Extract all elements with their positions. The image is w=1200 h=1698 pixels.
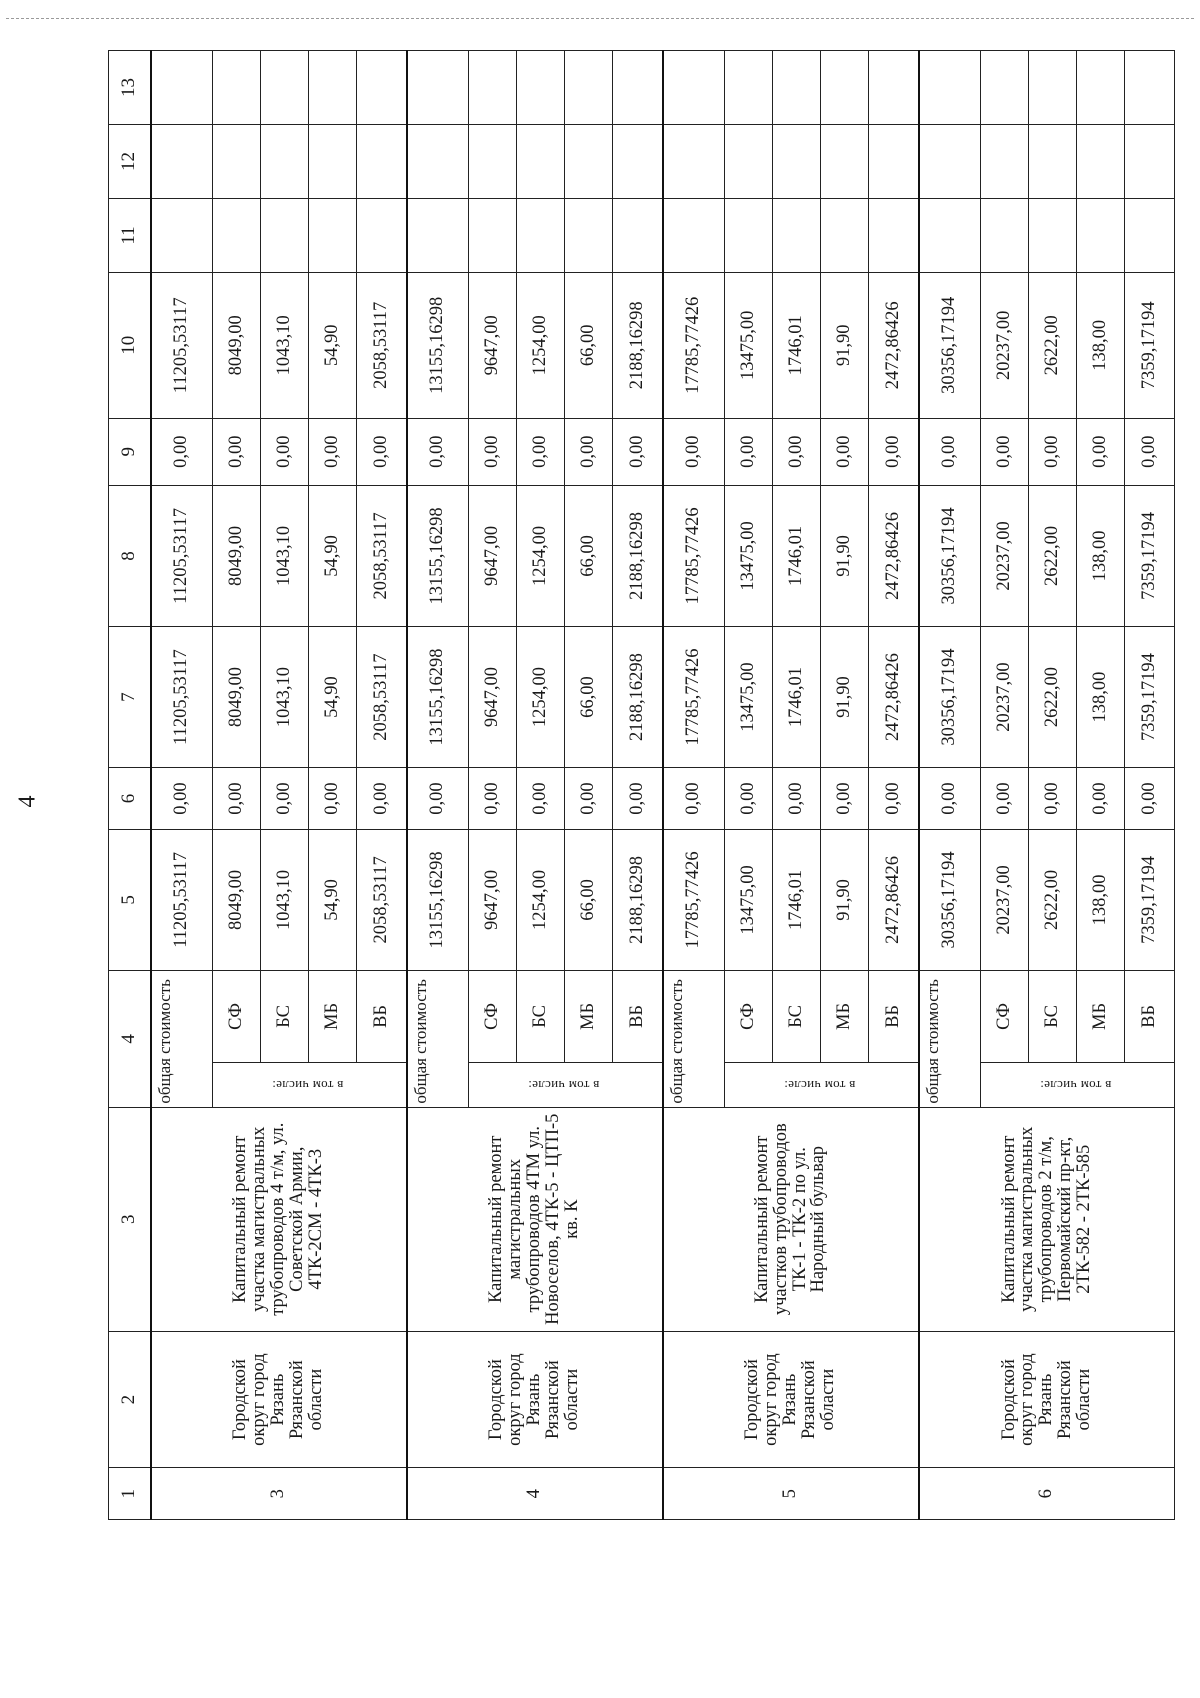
funding-source-cell: ВБ bbox=[357, 970, 407, 1062]
including-label-cell bbox=[469, 1062, 663, 1107]
value-cell: 13155,16298 bbox=[407, 485, 469, 626]
empty-cell bbox=[1029, 199, 1077, 273]
value-cell: 2188,16298 bbox=[613, 829, 663, 970]
header-cell: 8 bbox=[109, 485, 151, 626]
empty-cell bbox=[261, 199, 309, 273]
empty-cell bbox=[151, 51, 213, 125]
value-cell: 91,90 bbox=[821, 627, 869, 768]
value-cell: 0,00 bbox=[309, 418, 357, 485]
empty-cell bbox=[981, 199, 1029, 273]
empty-cell bbox=[565, 51, 613, 125]
empty-cell bbox=[407, 51, 469, 125]
empty-cell bbox=[213, 199, 261, 273]
value-cell: 8049,00 bbox=[213, 627, 261, 768]
value-cell: 7359,17194 bbox=[1125, 829, 1175, 970]
empty-cell bbox=[1125, 125, 1175, 199]
table-row bbox=[407, 51, 469, 1520]
header-cell: 7 bbox=[109, 627, 151, 768]
value-cell: 54,90 bbox=[309, 485, 357, 626]
empty-cell bbox=[869, 199, 919, 273]
value-cell: 13155,16298 bbox=[407, 829, 469, 970]
empty-cell bbox=[1077, 125, 1125, 199]
value-cell: 2472,86426 bbox=[869, 272, 919, 418]
value-cell: 11205,53117 bbox=[151, 829, 213, 970]
value-cell: 0,00 bbox=[663, 418, 725, 485]
value-cell: 1746,01 bbox=[773, 272, 821, 418]
header-cell: 3 bbox=[109, 1107, 151, 1331]
value-cell: 0,00 bbox=[1077, 768, 1125, 830]
header-cell: 12 bbox=[109, 125, 151, 199]
empty-cell bbox=[663, 125, 725, 199]
municipality-cell: Городской округ город Рязань Рязанской области bbox=[151, 1331, 407, 1468]
empty-cell bbox=[565, 125, 613, 199]
rotated-table-sheet bbox=[108, 50, 1159, 1520]
including-label-cell bbox=[213, 1062, 407, 1107]
value-cell: 138,00 bbox=[1077, 485, 1125, 626]
funding-source-cell: СФ bbox=[725, 970, 773, 1062]
empty-cell bbox=[309, 125, 357, 199]
including-label-cell bbox=[725, 1062, 919, 1107]
row-number-cell: 4 bbox=[407, 1468, 663, 1520]
value-cell: 2472,86426 bbox=[869, 627, 919, 768]
empty-cell bbox=[981, 125, 1029, 199]
value-cell: 0,00 bbox=[981, 418, 1029, 485]
empty-cell bbox=[309, 51, 357, 125]
value-cell: 2472,86426 bbox=[869, 829, 919, 970]
empty-cell bbox=[1029, 125, 1077, 199]
funding-source-cell: ВБ bbox=[613, 970, 663, 1062]
value-cell: 0,00 bbox=[517, 768, 565, 830]
value-cell: 138,00 bbox=[1077, 272, 1125, 418]
value-cell: 1043,10 bbox=[261, 272, 309, 418]
header-cell: 13 bbox=[109, 51, 151, 125]
funding-source-cell: БС bbox=[517, 970, 565, 1062]
empty-cell bbox=[773, 51, 821, 125]
empty-cell bbox=[869, 125, 919, 199]
table-body bbox=[151, 51, 1175, 1520]
value-cell: 9647,00 bbox=[469, 272, 517, 418]
value-cell: 0,00 bbox=[663, 768, 725, 830]
work-description-cell: Капитальный ремонт участков трубопроводов ТК-1 - ТК-2 по ул. Народный бульвар bbox=[663, 1107, 919, 1331]
value-cell: 30356,17194 bbox=[919, 272, 981, 418]
funding-source-cell: МБ bbox=[1077, 970, 1125, 1062]
header-cell: 6 bbox=[109, 768, 151, 830]
value-cell: 1043,10 bbox=[261, 485, 309, 626]
value-cell: 0,00 bbox=[981, 768, 1029, 830]
cost-type-cell: общая стоимость bbox=[151, 970, 213, 1107]
value-cell: 0,00 bbox=[407, 418, 469, 485]
including-label: в том числе: bbox=[528, 1077, 600, 1093]
value-cell: 30356,17194 bbox=[919, 627, 981, 768]
cost-type-cell: общая стоимость bbox=[407, 970, 469, 1107]
value-cell: 2622,00 bbox=[1029, 829, 1077, 970]
value-cell: 0,00 bbox=[261, 768, 309, 830]
funding-source-cell: СФ bbox=[213, 970, 261, 1062]
empty-cell bbox=[517, 51, 565, 125]
value-cell: 30356,17194 bbox=[919, 829, 981, 970]
header-cell: 9 bbox=[109, 418, 151, 485]
value-cell: 0,00 bbox=[1029, 768, 1077, 830]
value-cell: 2622,00 bbox=[1029, 485, 1077, 626]
value-cell: 91,90 bbox=[821, 272, 869, 418]
empty-cell bbox=[517, 199, 565, 273]
empty-cell bbox=[919, 125, 981, 199]
page-number: 4 bbox=[14, 795, 41, 808]
header-cell: 2 bbox=[109, 1331, 151, 1468]
value-cell: 1746,01 bbox=[773, 627, 821, 768]
value-cell: 0,00 bbox=[725, 768, 773, 830]
value-cell: 20237,00 bbox=[981, 829, 1029, 970]
work-description-cell: Капитальный ремонт участка магистральных трубопроводов 2 т/м, Первомайский пр-кт, 2ТК-582 - 2ТК-585 bbox=[919, 1107, 1175, 1331]
empty-cell bbox=[213, 125, 261, 199]
value-cell: 1746,01 bbox=[773, 485, 821, 626]
value-cell: 1043,10 bbox=[261, 627, 309, 768]
empty-cell bbox=[261, 51, 309, 125]
empty-cell bbox=[151, 125, 213, 199]
empty-cell bbox=[1125, 51, 1175, 125]
value-cell: 17785,77426 bbox=[663, 627, 725, 768]
empty-cell bbox=[613, 125, 663, 199]
value-cell: 11205,53117 bbox=[151, 485, 213, 626]
empty-cell bbox=[613, 199, 663, 273]
empty-cell bbox=[151, 199, 213, 273]
value-cell: 11205,53117 bbox=[151, 272, 213, 418]
value-cell: 0,00 bbox=[919, 418, 981, 485]
work-description-cell: Капитальный ремонт участка магистральных трубопроводов 4 т/м, ул. Советской Армии, 4ТК-2СМ - 4ТК-3 bbox=[151, 1107, 407, 1331]
value-cell: 0,00 bbox=[565, 418, 613, 485]
funding-source-cell: СФ bbox=[469, 970, 517, 1062]
value-cell: 0,00 bbox=[821, 768, 869, 830]
value-cell: 0,00 bbox=[469, 418, 517, 485]
header-cell: 5 bbox=[109, 829, 151, 970]
value-cell: 2058,53117 bbox=[357, 829, 407, 970]
including-label-cell bbox=[981, 1062, 1175, 1107]
empty-cell bbox=[919, 199, 981, 273]
empty-cell bbox=[357, 125, 407, 199]
value-cell: 0,00 bbox=[469, 768, 517, 830]
empty-cell bbox=[725, 199, 773, 273]
table-row bbox=[919, 51, 981, 1520]
value-cell: 0,00 bbox=[869, 418, 919, 485]
empty-cell bbox=[1077, 199, 1125, 273]
value-cell: 1254,00 bbox=[517, 485, 565, 626]
value-cell: 1254,00 bbox=[517, 829, 565, 970]
work-description-cell: Капитальный ремонт магистральных трубопроводов 4ТМ ул. Новоселов, 4ТК-5 - ЦТП-5 кв. К bbox=[407, 1107, 663, 1331]
value-cell: 54,90 bbox=[309, 627, 357, 768]
value-cell: 0,00 bbox=[613, 768, 663, 830]
value-cell: 2058,53117 bbox=[357, 485, 407, 626]
value-cell: 7359,17194 bbox=[1125, 485, 1175, 626]
value-cell: 13475,00 bbox=[725, 485, 773, 626]
value-cell: 13475,00 bbox=[725, 272, 773, 418]
value-cell: 66,00 bbox=[565, 272, 613, 418]
value-cell: 0,00 bbox=[1125, 418, 1175, 485]
empty-cell bbox=[469, 51, 517, 125]
value-cell: 0,00 bbox=[1125, 768, 1175, 830]
value-cell: 0,00 bbox=[357, 418, 407, 485]
value-cell: 2058,53117 bbox=[357, 272, 407, 418]
value-cell: 0,00 bbox=[725, 418, 773, 485]
empty-cell bbox=[357, 51, 407, 125]
value-cell: 17785,77426 bbox=[663, 272, 725, 418]
funding-source-cell: МБ bbox=[565, 970, 613, 1062]
value-cell: 54,90 bbox=[309, 829, 357, 970]
funding-source-cell: ВБ bbox=[869, 970, 919, 1062]
row-number-cell: 3 bbox=[151, 1468, 407, 1520]
value-cell: 1043,10 bbox=[261, 829, 309, 970]
including-label: в том числе: bbox=[784, 1077, 856, 1093]
including-label: в том числе: bbox=[272, 1077, 344, 1093]
value-cell: 8049,00 bbox=[213, 485, 261, 626]
value-cell: 0,00 bbox=[407, 768, 469, 830]
value-cell: 138,00 bbox=[1077, 627, 1125, 768]
value-cell: 1254,00 bbox=[517, 272, 565, 418]
funding-source-cell: БС bbox=[1029, 970, 1077, 1062]
funding-source-cell: МБ bbox=[821, 970, 869, 1062]
value-cell: 17785,77426 bbox=[663, 829, 725, 970]
empty-cell bbox=[407, 199, 469, 273]
value-cell: 54,90 bbox=[309, 272, 357, 418]
empty-cell bbox=[1029, 51, 1077, 125]
cost-type-cell: общая стоимость bbox=[919, 970, 981, 1107]
value-cell: 13475,00 bbox=[725, 829, 773, 970]
empty-cell bbox=[773, 125, 821, 199]
empty-cell bbox=[725, 125, 773, 199]
header-cell: 1 bbox=[109, 1468, 151, 1520]
value-cell: 1254,00 bbox=[517, 627, 565, 768]
municipality-cell: Городской округ город Рязань Рязанской области bbox=[663, 1331, 919, 1468]
value-cell: 2472,86426 bbox=[869, 485, 919, 626]
value-cell: 7359,17194 bbox=[1125, 627, 1175, 768]
empty-cell bbox=[821, 199, 869, 273]
funding-table bbox=[108, 50, 1175, 1520]
value-cell: 13155,16298 bbox=[407, 627, 469, 768]
value-cell: 0,00 bbox=[517, 418, 565, 485]
value-cell: 8049,00 bbox=[213, 272, 261, 418]
empty-cell bbox=[773, 199, 821, 273]
header-cell: 11 bbox=[109, 199, 151, 273]
value-cell: 91,90 bbox=[821, 485, 869, 626]
empty-cell bbox=[565, 199, 613, 273]
value-cell: 8049,00 bbox=[213, 829, 261, 970]
municipality-cell: Городской округ город Рязань Рязанской области bbox=[407, 1331, 663, 1468]
empty-cell bbox=[1125, 199, 1175, 273]
cost-type-cell: общая стоимость bbox=[663, 970, 725, 1107]
empty-cell bbox=[869, 51, 919, 125]
empty-cell bbox=[213, 51, 261, 125]
row-number-cell: 5 bbox=[663, 1468, 919, 1520]
empty-cell bbox=[469, 125, 517, 199]
value-cell: 20237,00 bbox=[981, 272, 1029, 418]
value-cell: 2622,00 bbox=[1029, 627, 1077, 768]
value-cell: 0,00 bbox=[309, 768, 357, 830]
header-cell: 10 bbox=[109, 272, 151, 418]
empty-cell bbox=[1077, 51, 1125, 125]
empty-cell bbox=[261, 125, 309, 199]
value-cell: 0,00 bbox=[213, 768, 261, 830]
value-cell: 30356,17194 bbox=[919, 485, 981, 626]
value-cell: 0,00 bbox=[151, 768, 213, 830]
value-cell: 91,90 bbox=[821, 829, 869, 970]
empty-cell bbox=[663, 199, 725, 273]
value-cell: 0,00 bbox=[261, 418, 309, 485]
value-cell: 20237,00 bbox=[981, 485, 1029, 626]
funding-source-cell: БС bbox=[773, 970, 821, 1062]
value-cell: 1746,01 bbox=[773, 829, 821, 970]
value-cell: 0,00 bbox=[821, 418, 869, 485]
funding-source-cell: ВБ bbox=[1125, 970, 1175, 1062]
value-cell: 11205,53117 bbox=[151, 627, 213, 768]
value-cell: 7359,17194 bbox=[1125, 272, 1175, 418]
empty-cell bbox=[309, 199, 357, 273]
value-cell: 13155,16298 bbox=[407, 272, 469, 418]
table-row bbox=[151, 51, 213, 1520]
value-cell: 9647,00 bbox=[469, 485, 517, 626]
value-cell: 0,00 bbox=[151, 418, 213, 485]
empty-cell bbox=[821, 51, 869, 125]
empty-cell bbox=[357, 199, 407, 273]
value-cell: 0,00 bbox=[213, 418, 261, 485]
header-row bbox=[109, 51, 151, 1520]
value-cell: 66,00 bbox=[565, 627, 613, 768]
value-cell: 9647,00 bbox=[469, 829, 517, 970]
value-cell: 0,00 bbox=[773, 768, 821, 830]
municipality-cell: Городской округ город Рязань Рязанской области bbox=[919, 1331, 1175, 1468]
empty-cell bbox=[613, 51, 663, 125]
empty-cell bbox=[725, 51, 773, 125]
empty-cell bbox=[981, 51, 1029, 125]
value-cell: 138,00 bbox=[1077, 829, 1125, 970]
value-cell: 0,00 bbox=[919, 768, 981, 830]
top-dashed-rule bbox=[6, 18, 1194, 19]
value-cell: 2188,16298 bbox=[613, 272, 663, 418]
value-cell: 2622,00 bbox=[1029, 272, 1077, 418]
value-cell: 2188,16298 bbox=[613, 485, 663, 626]
header-cell: 4 bbox=[109, 970, 151, 1107]
value-cell: 17785,77426 bbox=[663, 485, 725, 626]
value-cell: 66,00 bbox=[565, 829, 613, 970]
empty-cell bbox=[821, 125, 869, 199]
value-cell: 0,00 bbox=[613, 418, 663, 485]
value-cell: 0,00 bbox=[357, 768, 407, 830]
value-cell: 2058,53117 bbox=[357, 627, 407, 768]
value-cell: 0,00 bbox=[1077, 418, 1125, 485]
value-cell: 0,00 bbox=[565, 768, 613, 830]
including-label: в том числе: bbox=[1040, 1077, 1112, 1093]
funding-source-cell: СФ bbox=[981, 970, 1029, 1062]
value-cell: 20237,00 bbox=[981, 627, 1029, 768]
value-cell: 13475,00 bbox=[725, 627, 773, 768]
value-cell: 0,00 bbox=[773, 418, 821, 485]
empty-cell bbox=[919, 51, 981, 125]
value-cell: 66,00 bbox=[565, 485, 613, 626]
empty-cell bbox=[469, 199, 517, 273]
funding-source-cell: БС bbox=[261, 970, 309, 1062]
value-cell: 9647,00 bbox=[469, 627, 517, 768]
value-cell: 0,00 bbox=[869, 768, 919, 830]
empty-cell bbox=[663, 51, 725, 125]
funding-source-cell: МБ bbox=[309, 970, 357, 1062]
row-number-cell: 6 bbox=[919, 1468, 1175, 1520]
value-cell: 2188,16298 bbox=[613, 627, 663, 768]
empty-cell bbox=[517, 125, 565, 199]
value-cell: 0,00 bbox=[1029, 418, 1077, 485]
empty-cell bbox=[407, 125, 469, 199]
table-row bbox=[663, 51, 725, 1520]
